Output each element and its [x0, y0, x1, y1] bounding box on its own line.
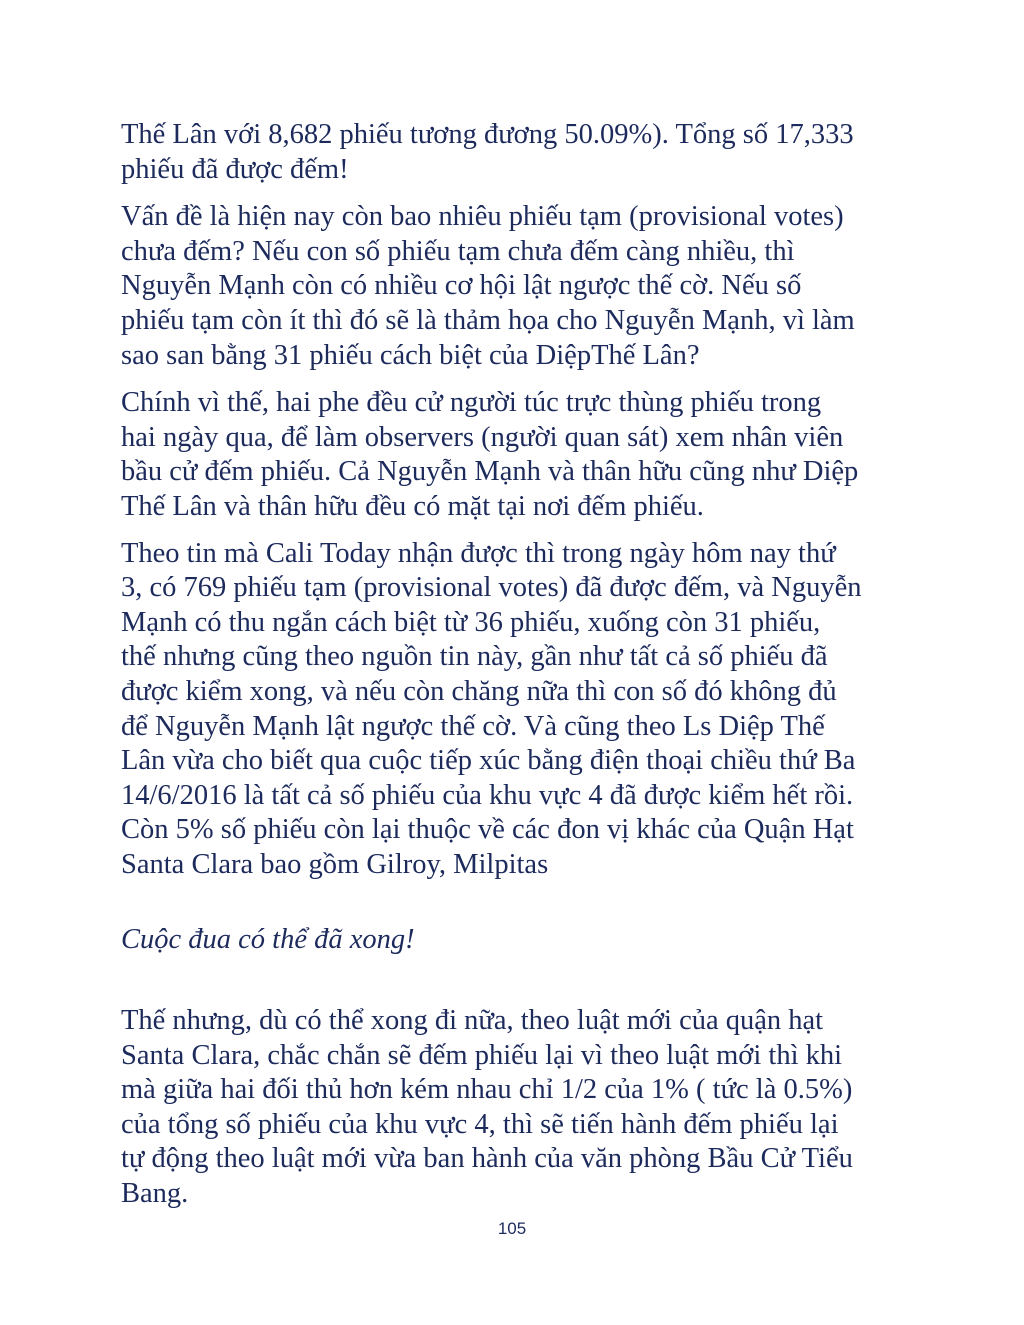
section-heading: Cuộc đua có thể đã xong! [121, 924, 415, 956]
page-number: 105 [497, 1219, 527, 1238]
paragraph-cali-today-report: Theo tin mà Cali Today nhận được thì trong ngày hôm nay thứ 3, có 769 phiếu tạm (provisional votes) đã được đếm, và Nguyễn Mạnh có thu ngắn cách biệt từ 36 phiếu, xuống còn 31 phiếu, thế nhưng cũng theo nguồn tin này, gần như tất cả số phiếu đã được kiểm xong, và nếu còn chăng nữa thì con số đó không đủ để Nguyễn Mạnh lật ngược thế cờ. Và cũng theo Ls Diệp Thế Lân vừa cho biết qua cuộc tiếp xúc bằng điện thoại chiều thứ Ba 14/6/2016 là tất cả số phiếu của khu vực 4 đã được kiểm hết rồi. Còn 5% số phiếu còn lại thuộc về các đon vị khác của Quận Hạt Santa Clara bao gồm Gilroy, Milpitas [121, 537, 862, 880]
paragraph-observers: Chính vì thế, hai phe đều cử người túc trực thùng phiếu trong hai ngày qua, để làm observers (người quan sát) xem nhân viên bầu cử đếm phiếu. Cả Nguyễn Mạnh và thân hữu cũng như Diệp Thế Lân và thân hữu đều có mặt tại nơi đếm phiếu. [121, 387, 859, 522]
paragraph-recount-law: Thế nhưng, dù có thể xong đi nữa, theo luật mới của quận hạt Santa Clara, chắc chắn sẽ đếm phiếu lại vì theo luật mới thì khi mà giữa hai đối thủ hơn kém nhau chỉ 1/2 của 1% ( tức là 0.5%) của tổng số phiếu của khu vực 4, thì sẽ tiến hành đếm phiếu lại tự động theo luật mới vừa ban hành của văn phòng Bầu Cử Tiểu Bang. [121, 1005, 853, 1210]
paragraph-provisional-votes: Vấn đề là hiện nay còn bao nhiêu phiếu tạm (provisional votes) chưa đếm? Nếu con số phiếu tạm chưa đếm càng nhiều, thì Nguyễn Mạnh còn có nhiều cơ hội lật ngược thế cờ. Nếu số phiếu tạm còn ít thì đó sẽ là thảm họa cho Nguyễn Mạnh, vì làm sao san bằng 31 phiếu cách biệt của DiệpThế Lân? [121, 201, 855, 371]
paragraph-vote-total: Thế Lân với 8,682 phiếu tương đương 50.09%). Tổng số 17,333 phiếu đã được đếm! [121, 119, 854, 185]
page-body [121, 118, 911, 1212]
